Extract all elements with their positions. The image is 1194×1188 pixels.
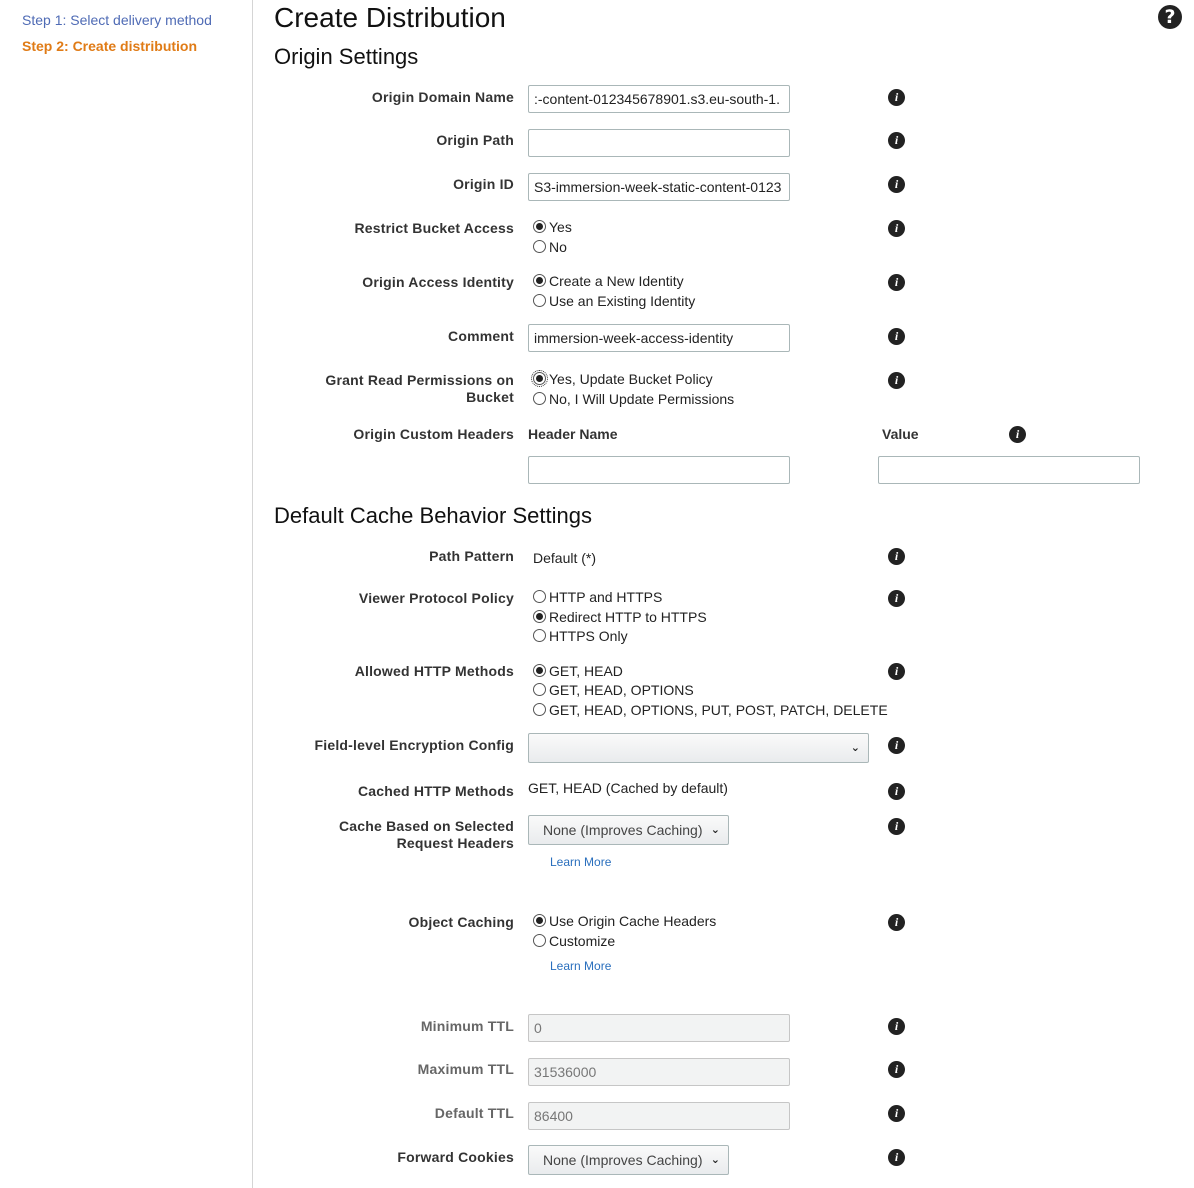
forward-cookies-select[interactable]: None (Improves Caching) ⌄: [528, 1145, 729, 1175]
origin-id-input[interactable]: S3-immersion-week-static-content-0123: [528, 173, 790, 201]
radio-unselected-icon: [533, 703, 546, 716]
radio-selected-icon: [533, 220, 546, 233]
chevron-down-icon: ⌄: [710, 824, 720, 836]
object-caching-info-icon[interactable]: i: [888, 914, 905, 931]
cached-http-methods-value: GET, HEAD (Cached by default): [528, 780, 728, 796]
chevron-down-icon: ⌄: [710, 1154, 720, 1166]
default-ttl-input[interactable]: 86400: [528, 1102, 790, 1130]
chevron-down-icon: ⌄: [850, 742, 860, 754]
origin-access-identity-label: Origin Access Identity: [362, 274, 514, 290]
max-ttl-info-icon[interactable]: i: [888, 1061, 905, 1078]
min-ttl-info-icon[interactable]: i: [888, 1018, 905, 1035]
viewer-https-only-radio[interactable]: HTTPS Only: [533, 627, 628, 645]
sidebar-step-1-link[interactable]: Step 1: Select delivery method: [22, 12, 212, 28]
radio-selected-icon: [533, 372, 546, 385]
path-pattern-label: Path Pattern: [429, 548, 514, 564]
origin-id-info-icon[interactable]: i: [888, 176, 905, 193]
cache-headers-learn-more-link[interactable]: Learn More: [550, 855, 612, 869]
radio-unselected-icon: [533, 629, 546, 642]
forward-cookies-info-icon[interactable]: i: [888, 1149, 905, 1166]
page-title: Create Distribution: [274, 2, 506, 33]
object-caching-learn-more-link[interactable]: Learn More: [550, 959, 612, 973]
viewer-protocol-info-icon[interactable]: i: [888, 590, 905, 607]
comment-info-icon[interactable]: i: [888, 328, 905, 345]
oai-create-radio[interactable]: Create a New Identity: [533, 272, 684, 290]
restrict-yes-radio[interactable]: Yes: [533, 218, 572, 236]
allowed-http-methods-label: Allowed HTTP Methods: [354, 663, 514, 679]
viewer-protocol-policy-label: Viewer Protocol Policy: [358, 590, 514, 606]
cached-methods-info-icon[interactable]: i: [888, 783, 905, 800]
origin-domain-info-icon[interactable]: i: [888, 89, 905, 106]
default-ttl-info-icon[interactable]: i: [888, 1105, 905, 1122]
radio-unselected-icon: [533, 392, 546, 405]
object-customize-radio[interactable]: Customize: [533, 932, 615, 950]
radio-unselected-icon: [533, 590, 546, 603]
default-ttl-label: Default TTL: [434, 1105, 514, 1121]
origin-domain-input[interactable]: :-content-012345678901.s3.eu-south-1.: [528, 85, 790, 113]
value-column-label: Value: [882, 426, 919, 442]
grant-no-radio[interactable]: No, I Will Update Permissions: [533, 390, 734, 408]
methods-all-radio[interactable]: GET, HEAD, OPTIONS, PUT, POST, PATCH, DELETE: [533, 701, 888, 719]
oai-info-icon[interactable]: i: [888, 274, 905, 291]
minimum-ttl-label: Minimum TTL: [420, 1018, 514, 1034]
cache-headers-select[interactable]: None (Improves Caching) ⌄: [528, 815, 729, 845]
header-value-input[interactable]: [878, 456, 1140, 484]
origin-path-info-icon[interactable]: i: [888, 132, 905, 149]
restrict-info-icon[interactable]: i: [888, 220, 905, 237]
object-caching-label: Object Caching: [408, 914, 514, 930]
cache-headers-label: Cache Based on Selected Request Headers: [339, 818, 514, 851]
radio-selected-icon: [533, 914, 546, 927]
minimum-ttl-input[interactable]: 0: [528, 1014, 790, 1042]
oai-existing-radio[interactable]: Use an Existing Identity: [533, 292, 695, 310]
forward-cookies-label: Forward Cookies: [397, 1149, 514, 1165]
origin-custom-headers-label: Origin Custom Headers: [353, 426, 514, 442]
grant-info-icon[interactable]: i: [888, 372, 905, 389]
field-level-encryption-label: Field-level Encryption Config: [314, 737, 514, 753]
radio-selected-icon: [533, 610, 546, 623]
origin-path-label: Origin Path: [436, 132, 514, 148]
fle-info-icon[interactable]: i: [888, 737, 905, 754]
restrict-no-radio[interactable]: No: [533, 238, 567, 256]
origin-domain-label: Origin Domain Name: [371, 89, 514, 105]
maximum-ttl-input[interactable]: 31536000: [528, 1058, 790, 1086]
field-level-encryption-select[interactable]: [528, 733, 869, 763]
maximum-ttl-label: Maximum TTL: [417, 1061, 514, 1077]
radio-unselected-icon: [533, 683, 546, 696]
grant-read-permissions-label: Grant Read Permissions on Bucket: [325, 372, 514, 405]
object-origin-headers-radio[interactable]: Use Origin Cache Headers: [533, 912, 716, 930]
header-name-input[interactable]: [528, 456, 790, 484]
allowed-methods-info-icon[interactable]: i: [888, 663, 905, 680]
origin-id-label: Origin ID: [453, 176, 514, 192]
cached-http-methods-label: Cached HTTP Methods: [357, 783, 514, 799]
radio-selected-icon: [533, 274, 546, 287]
custom-headers-info-icon[interactable]: i: [1009, 426, 1026, 443]
grant-yes-radio[interactable]: Yes, Update Bucket Policy: [533, 370, 713, 388]
cache-headers-info-icon[interactable]: i: [888, 818, 905, 835]
viewer-http-https-radio[interactable]: HTTP and HTTPS: [533, 588, 662, 606]
radio-selected-icon: [533, 664, 546, 677]
header-name-column-label: Header Name: [528, 426, 618, 442]
comment-input[interactable]: immersion-week-access-identity: [528, 324, 790, 352]
radio-unselected-icon: [533, 240, 546, 253]
radio-unselected-icon: [533, 934, 546, 947]
cache-behavior-heading: Default Cache Behavior Settings: [274, 503, 592, 528]
radio-unselected-icon: [533, 294, 546, 307]
help-icon[interactable]: ?: [1158, 5, 1182, 29]
comment-label: Comment: [448, 328, 514, 344]
sidebar-step-2-current: Step 2: Create distribution: [22, 38, 198, 54]
origin-settings-heading: Origin Settings: [274, 44, 419, 69]
sidebar-divider: [252, 0, 253, 1188]
methods-get-head-options-radio[interactable]: GET, HEAD, OPTIONS: [533, 681, 694, 699]
methods-get-head-radio[interactable]: GET, HEAD: [533, 662, 623, 680]
path-pattern-info-icon[interactable]: i: [888, 548, 905, 565]
viewer-redirect-radio[interactable]: Redirect HTTP to HTTPS: [533, 608, 707, 626]
path-pattern-value: Default (*): [533, 550, 597, 566]
restrict-bucket-access-label: Restrict Bucket Access: [354, 220, 514, 236]
origin-path-input[interactable]: [528, 129, 790, 157]
